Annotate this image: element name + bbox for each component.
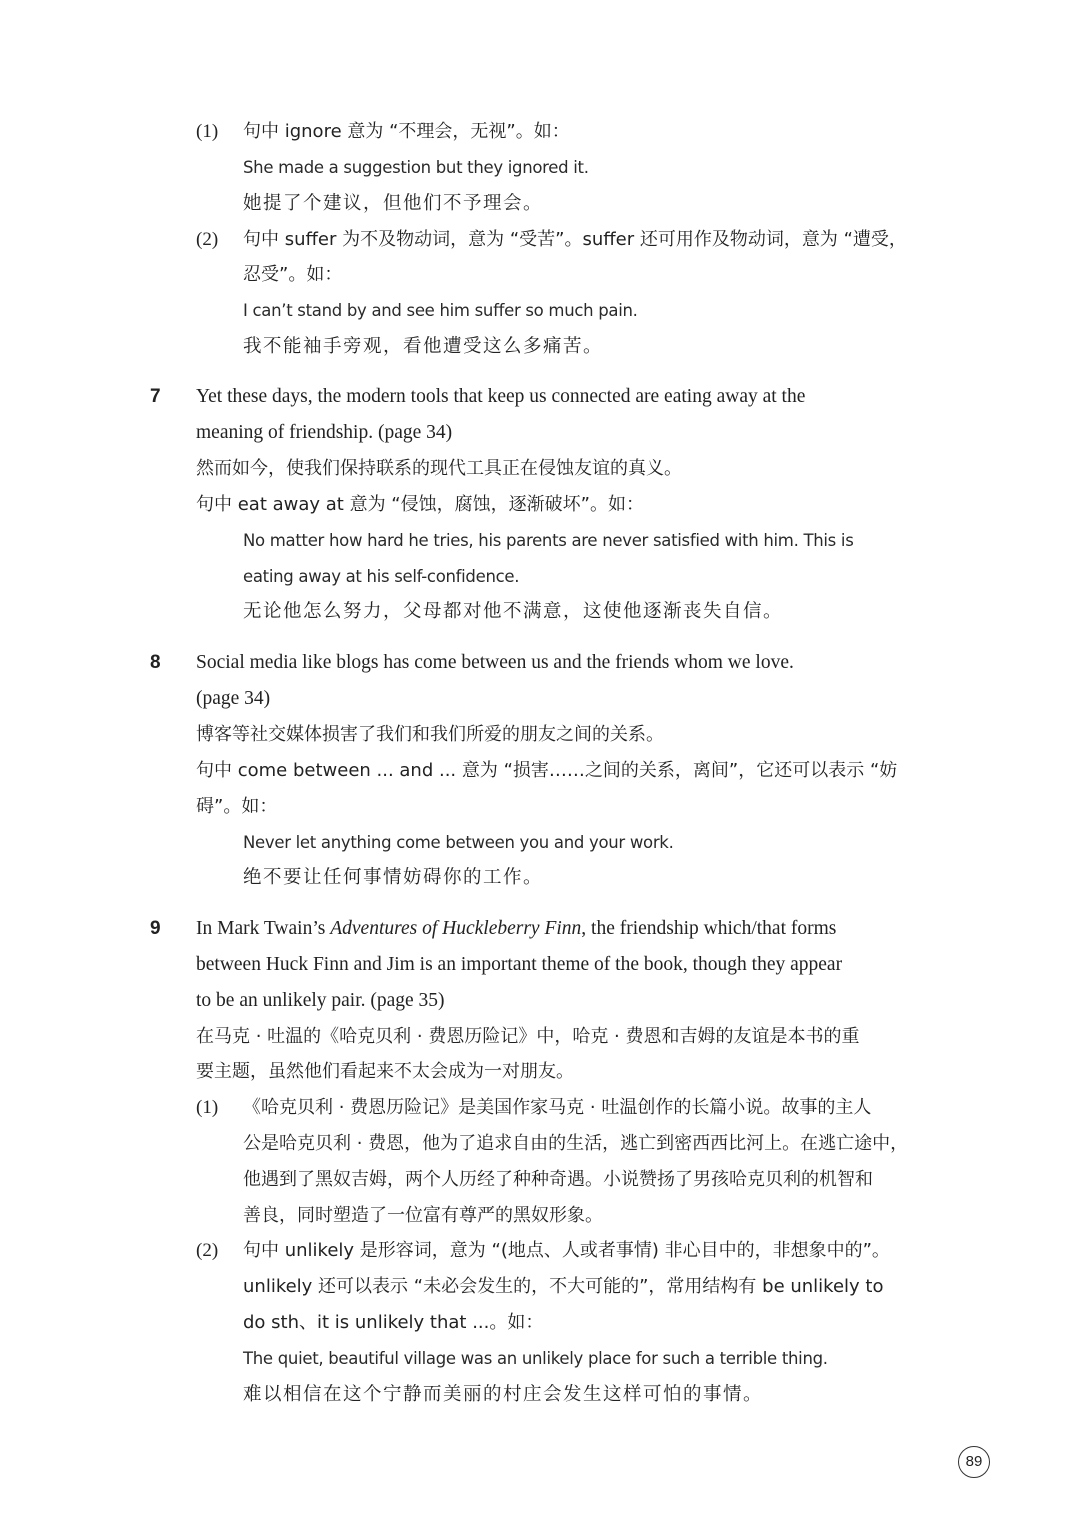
note-text: 《哈克贝利 · 费恩历险记》是美国作家马克 · 吐温创作的长篇小说。故事的主人: [243, 1097, 872, 1118]
example-chinese: 无论他怎么努力，父母都对他不满意，这使他逐渐丧失自信。: [243, 601, 784, 622]
english-sentence: meaning of friendship. (page 34): [196, 422, 453, 443]
item-number: 7: [150, 386, 161, 407]
english-sentence: to be an unlikely pair. (page 35): [196, 990, 445, 1011]
item-number: 9: [150, 918, 161, 939]
explanation-text: 句中 eat away at 意为 “侵蚀，腐蚀，逐渐破坏”。如：: [196, 494, 644, 515]
sub-item-label: (1): [196, 1097, 219, 1118]
example-english: Never let anything come between you and your work.: [243, 833, 674, 852]
explanation-text: 忍受”。如：: [243, 264, 343, 285]
note-text: 他遇到了黑奴吉姆，两个人历经了种种奇遇。小说赞扬了男孩哈克贝利的机智和: [243, 1169, 873, 1190]
note-text: 句中 unlikely 是形容词，意为 “(地点、人或者事情) 非心目中的，非想象中的”。: [243, 1240, 890, 1261]
english-sentence: between Huck Finn and Jim is an important theme of the book, though they appear: [196, 954, 843, 975]
sub-item-label: (1): [196, 121, 219, 142]
book-title: Adventures of Huckleberry Finn: [330, 918, 582, 939]
explanation-text: 碍”。如：: [196, 796, 278, 817]
chinese-translation: 博客等社交媒体损害了我们和我们所爱的朋友之间的关系。: [196, 724, 664, 745]
note-text: 善良，同时塑造了一位富有尊严的黑奴形象。: [243, 1205, 603, 1226]
explanation-text: 句中 ignore 意为 “不理会，无视”。如：: [243, 121, 570, 142]
example-chinese: 绝不要让任何事情妨碍你的工作。: [243, 867, 544, 888]
english-sentence: Yet these days, the modern tools that keep us connected are eating away at the: [196, 386, 806, 407]
english-sentence: [196, 917, 836, 941]
item-number: 8: [150, 652, 161, 673]
explanation-text: 句中 suffer 为不及物动词，意为 “受苦”。suffer 还可用作及物动词，意为 “遭受，: [243, 229, 907, 250]
example-english: I can’t stand by and see him suffer so much pain.: [243, 301, 638, 320]
example-english: She made a suggestion but they ignored it.: [243, 158, 589, 177]
chinese-translation: 然而如今，使我们保持联系的现代工具正在侵蚀友谊的真义。: [196, 458, 682, 479]
english-sentence: Social media like blogs has come between us and the friends whom we love.: [196, 652, 794, 673]
note-text: 公是哈克贝利 · 费恩，他为了追求自由的生活，逃亡到密西西比河上。在逃亡途中，: [243, 1133, 909, 1154]
example-chinese: 难以相信在这个宁静而美丽的村庄会发生这样可怕的事情。: [243, 1384, 764, 1405]
example-english: The quiet, beautiful village was an unlikely place for such a terrible thing.: [243, 1349, 828, 1368]
sentence-fragment: In Mark Twain’s: [196, 918, 331, 939]
page-number: 89: [958, 1446, 990, 1478]
english-sentence: (page 34): [196, 688, 271, 709]
sub-item-label: (2): [196, 1240, 219, 1261]
example-chinese: 我不能袖手旁观，看他遭受这么多痛苦。: [243, 336, 604, 357]
note-text: unlikely 还可以表示 “未必会发生的，不大可能的”，常用结构有 be unlikely to: [243, 1276, 884, 1297]
chinese-translation: 在马克 · 吐温的《哈克贝利 · 费恩历险记》中，哈克 · 费恩和吉姆的友谊是本书的重: [196, 1026, 860, 1047]
example-english: No matter how hard he tries, his parents are never satisfied with him. This is: [243, 531, 854, 550]
explanation-text: 句中 come between ... and ... 意为 “损害……之间的关系，离间”，它还可以表示 “妨: [196, 760, 898, 781]
sub-item-label: (2): [196, 229, 219, 250]
note-text: do sth、it is unlikely that ...。如：: [243, 1312, 544, 1333]
example-chinese: 她提了个建议，但他们不予理会。: [243, 193, 544, 214]
sentence-fragment: , the friendship which/that forms: [581, 918, 837, 939]
chinese-translation: 要主题，虽然他们看起来不太会成为一对朋友。: [196, 1061, 574, 1082]
example-english: eating away at his self-confidence.: [243, 567, 520, 586]
